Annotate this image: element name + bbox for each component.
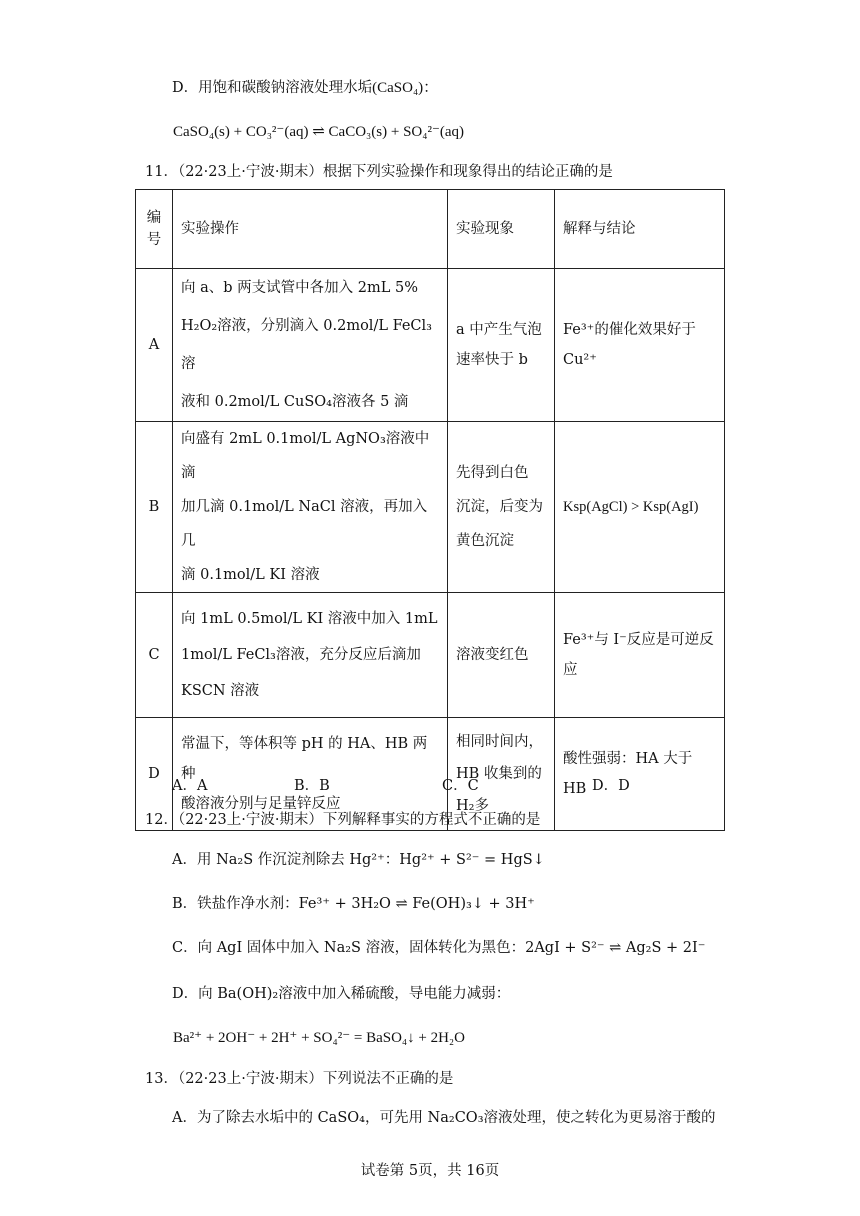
conclusion-line: Ksp(AgCl) > Ksp(AgI): [563, 499, 699, 515]
header-conclusion: 解释与结论: [555, 190, 725, 269]
operation-line: 向 1mL 0.5mol/L KI 溶液中加入 1mL: [181, 611, 438, 627]
page-footer: 试卷第 5页，共 16页: [360, 1163, 500, 1179]
row-id: B: [136, 422, 173, 593]
header-phenomenon: 实验现象: [448, 190, 555, 269]
phenomenon-line: HB 收集到的: [456, 766, 542, 782]
row-conclusion: [555, 269, 725, 422]
row-conclusion: [555, 593, 725, 718]
conclusion-line: Fe³⁺与 I⁻反应是可逆反: [563, 632, 714, 648]
q12-option-a: A．用 Na₂S 作沉淀剂除去 Hg²⁺：Hg²⁺ + S²⁻ = HgS↓: [172, 852, 545, 868]
row-conclusion: [555, 422, 725, 593]
phenomenon-line: 黄色沉淀: [456, 533, 514, 549]
operation-line: KSCN 溶液: [181, 683, 260, 699]
choice-d[interactable]: D．D: [592, 778, 630, 794]
phenomenon-line: H₂多: [456, 798, 489, 814]
row-phenomenon: [448, 269, 555, 422]
row-id: C: [136, 593, 173, 718]
conclusion-line: Fe³⁺的催化效果好于: [563, 322, 696, 338]
operation-line: 液和 0.2mol/L CuSO₄溶液各 5 滴: [181, 394, 409, 410]
table-row: [136, 593, 725, 718]
choice-a[interactable]: A．A: [172, 778, 208, 794]
choice-c[interactable]: C．C: [442, 778, 479, 794]
row-id: D: [136, 718, 173, 831]
row-conclusion: [555, 718, 725, 831]
table-row: [136, 422, 725, 593]
phenomenon-line: 溶液变红色: [456, 647, 529, 663]
q12-option-b: B．铁盐作净水剂：Fe³⁺ + 3H₂O ⇌ Fe(OH)₃↓ + 3H⁺: [172, 896, 535, 912]
q13-stem: 13．（22·23上·宁波·期末）下列说法不正确的是: [145, 1071, 454, 1087]
q12-option-d-equation: Ba²⁺ + 2OH⁻ + 2H⁺ + SO₄²⁻ = BaSO₄↓ + 2H₂O: [173, 1030, 465, 1046]
phenomenon-line: 速率快于 b: [456, 352, 528, 368]
row-operation: [173, 422, 448, 593]
table-row: [136, 269, 725, 422]
header-operation: 实验操作: [173, 190, 448, 269]
row-operation: [173, 593, 448, 718]
operation-line: 向盛有 2mL 0.1mol/L AgNO₃溶液中滴: [181, 431, 430, 481]
conclusion-line: 应: [563, 662, 578, 678]
conclusion-line: Cu²⁺: [563, 352, 597, 368]
q11-choices: [172, 776, 630, 796]
experiment-table: [135, 189, 725, 831]
q13-option-a: A．为了除去水垢中的 CaSO₄，可先用 Na₂CO₃溶液处理，使之转化为更易溶于酸的: [172, 1110, 716, 1126]
row-operation: [173, 269, 448, 422]
phenomenon-line: 沉淀，后变为: [456, 499, 543, 515]
operation-line: 酸溶液分别与足量锌反应: [181, 796, 341, 812]
header-id: 编 号: [136, 190, 173, 269]
q10-option-d: [172, 78, 438, 98]
q12-option-d: D．向 Ba(OH)₂溶液中加入稀硫酸，导电能力减弱：: [172, 986, 511, 1002]
operation-line: 加几滴 0.1mol/L NaCl 溶液，再加入几: [181, 499, 428, 549]
row-phenomenon: [448, 593, 555, 718]
phenomenon-line: 先得到白色: [456, 465, 529, 481]
conclusion-line: 酸性强弱：HA 大于 HB: [563, 751, 693, 797]
q10-option-d-text: D．用饱和碳酸钠溶液处理水垢: [172, 80, 373, 96]
operation-line: H₂O₂溶液，分别滴入 0.2mol/L FeCl₃溶: [181, 318, 432, 372]
q11-stem: 11．（22·23上·宁波·期末）根据下列实验操作和现象得出的结论正确的是: [145, 164, 613, 180]
operation-line: 常温下，等体积等 pH 的 HA、HB 两种: [181, 736, 428, 782]
q10-option-d-formula: (CaSO₄)：: [372, 80, 439, 96]
choice-b[interactable]: B．B: [294, 778, 330, 794]
operation-line: 1mol/L FeCl₃溶液，充分反应后滴加: [181, 647, 421, 663]
q12-stem: 12．（22·23上·宁波·期末）下列解释事实的方程式不正确的是: [145, 812, 541, 828]
operation-line: 滴 0.1mol/L KI 溶液: [181, 567, 320, 583]
row-id: A: [136, 269, 173, 422]
phenomenon-line: a 中产生气泡: [456, 322, 542, 338]
row-phenomenon: [448, 422, 555, 593]
phenomenon-line: 相同时间内，: [456, 734, 543, 750]
operation-line: 向 a、b 两支试管中各加入 2mL 5%: [181, 280, 418, 296]
q12-option-c: C．向 AgI 固体中加入 Na₂S 溶液，固体转化为黑色：2AgI + S²⁻ ⇌ Ag₂S + 2I⁻: [172, 940, 706, 956]
q10-equation: CaSO₄(s) + CO₃²⁻(aq) ⇌ CaCO₃(s) + SO₄²⁻(aq): [173, 124, 465, 140]
table-header-row: [136, 190, 725, 269]
